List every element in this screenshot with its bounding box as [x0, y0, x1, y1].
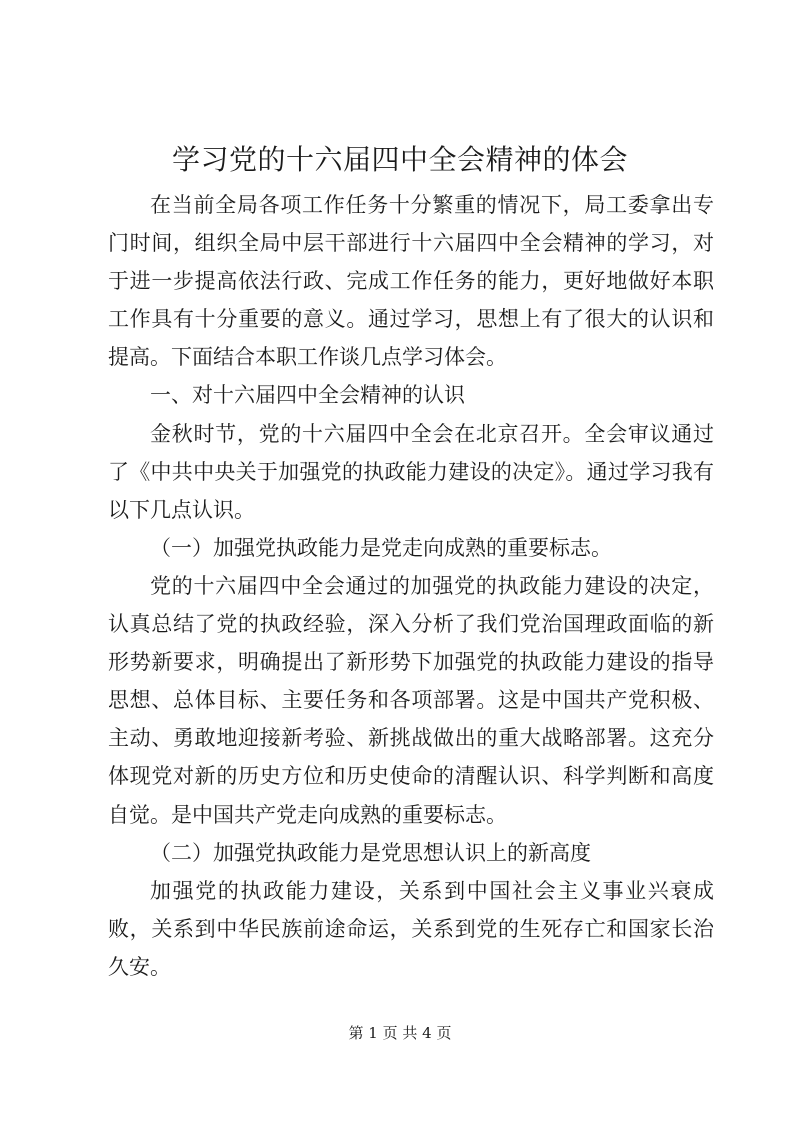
section-heading-1: 一、对十六届四中全会精神的认识: [150, 383, 465, 408]
page-number-footer: 第 1 页 共 4 页: [348, 1024, 452, 1042]
subsection-heading-1: （一）加强党执政能力是党走向成熟的重要标志。: [150, 535, 612, 560]
paragraph-subsection-1: 党的十六届四中全会通过的加强党的执政能力建设的决定，认真总结了党的执政经验，深入分析了我们党治国理政面临的新形势新要求，明确提出了新形势下加强党的执政能力建设的指导思想、总体目标、主要任务和各项部署。这是中国共产党积极、主动、勇敢地迎接新考验、新挑战做出的重大战略部署。这充分体现党对新的历史方位和历史使命的清醒认识、科学判断和高度自觉。是中国共产党走向成熟的重要标志。: [108, 573, 714, 827]
paragraph-section-1: 金秋时节，党的十六届四中全会在北京召开。全会审议通过了《中共中央关于加强党的执政能力建设的决定》。通过学习我有以下几点认识。: [108, 421, 714, 522]
document-body: [108, 186, 714, 986]
subsection-heading-2: （二）加强党执政能力是党思想认识上的新高度: [150, 840, 591, 865]
paragraph-subsection-2: 加强党的执政能力建设，关系到中国社会主义事业兴衰成败，关系到中华民族前途命运，关系到党的生死存亡和国家长治久安。: [108, 878, 714, 979]
document-title: 学习党的十六届四中全会精神的体会: [171, 143, 628, 176]
paragraph-intro: 在当前全局各项工作任务十分繁重的情况下，局工委拿出专门时间，组织全局中层干部进行十六届四中全会精神的学习，对于进一步提高依法行政、完成工作任务的能力，更好地做好本职工作具有十分重要的意义。通过学习，思想上有了很大的认识和提高。下面结合本职工作谈几点学习体会。: [108, 193, 714, 370]
